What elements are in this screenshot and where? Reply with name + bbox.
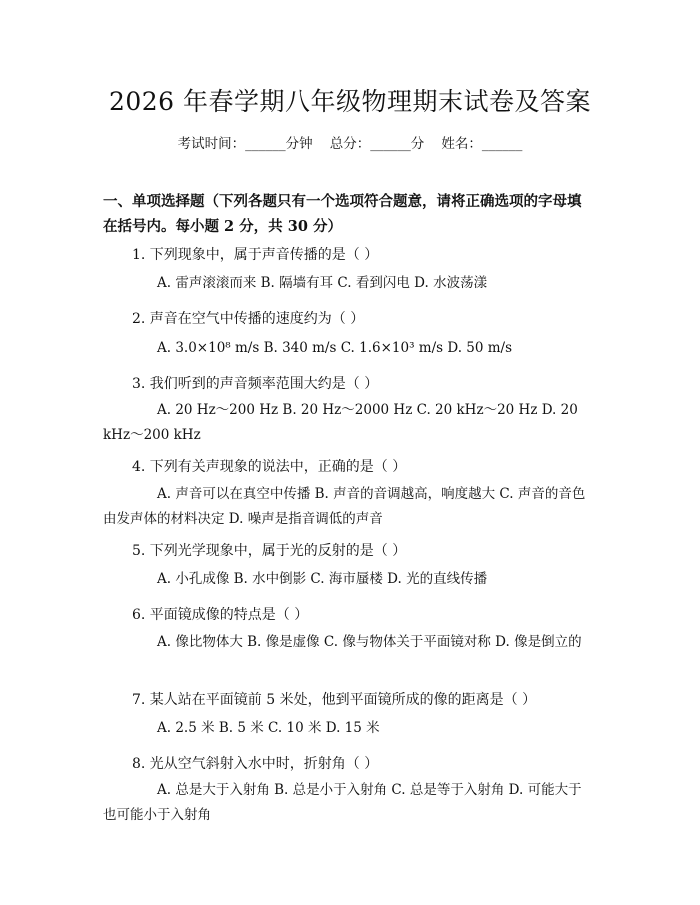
question-stem-4: 4. 下列有关声现象的说法中，正确的是（ ） — [132, 459, 407, 475]
exam-info-line: 考试时间：______分钟 总分：______分 姓名：______ — [177, 136, 523, 152]
question-options-2: A. 3.0×10⁸ m/s B. 340 m/s C. 1.6×10³ m/s D. 50 m/s — [157, 340, 513, 356]
question-stem-6: 6. 平面镜成像的特点是（ ） — [132, 607, 309, 623]
question-options-7: A. 2.5 米 B. 5 米 C. 10 米 D. 15 米 — [157, 720, 380, 736]
question-stem-3: 3. 我们听到的声音频率范围大约是（ ） — [132, 376, 379, 392]
question-options-4: A. 声音可以在真空中传播 B. 声音的音调越高，响度越大 C. 声音的音色由发声体的材料决定 D. 噪声是指音调低的声音 — [103, 486, 586, 527]
question-stem-7: 7. 某人站在平面镜前 5 米处，他到平面镜所成的像的距离是（ ） — [132, 692, 537, 708]
question-options-3: A. 20 Hz～200 Hz B. 20 Hz～2000 Hz C. 20 kHz～20 Hz D. 20 kHz～200 kHz — [103, 402, 578, 443]
question-options-6: A. 像比物体大 B. 像是虚像 C. 像与物体关于平面镜对称 D. 像是倒立的 — [157, 634, 582, 650]
question-options-1: A. 雷声滚滚而来 B. 隔墙有耳 C. 看到闪电 D. 水波荡漾 — [157, 275, 488, 291]
question-stem-2: 2. 声音在空气中传播的速度约为（ ） — [132, 311, 365, 327]
section-heading: 一、单项选择题（下列各题只有一个选项符合题意，请将正确选项的字母填在括号内。每小题 2 分，共 30 分） — [103, 193, 582, 235]
question-stem-1: 1. 下列现象中，属于声音传播的是（ ） — [132, 247, 379, 263]
question-options-5: A. 小孔成像 B. 水中倒影 C. 海市蜃楼 D. 光的直线传播 — [157, 571, 488, 587]
question-stem-8: 8. 光从空气斜射入水中时，折射角（ ） — [132, 756, 379, 772]
question-stem-5: 5. 下列光学现象中，属于光的反射的是（ ） — [132, 543, 407, 559]
exam-title: 2026 年春学期八年级物理期末试卷及答案 — [108, 87, 592, 116]
question-options-8: A. 总是大于入射角 B. 总是小于入射角 C. 总是等于入射角 D. 可能大于也可能小于入射角 — [103, 782, 582, 823]
